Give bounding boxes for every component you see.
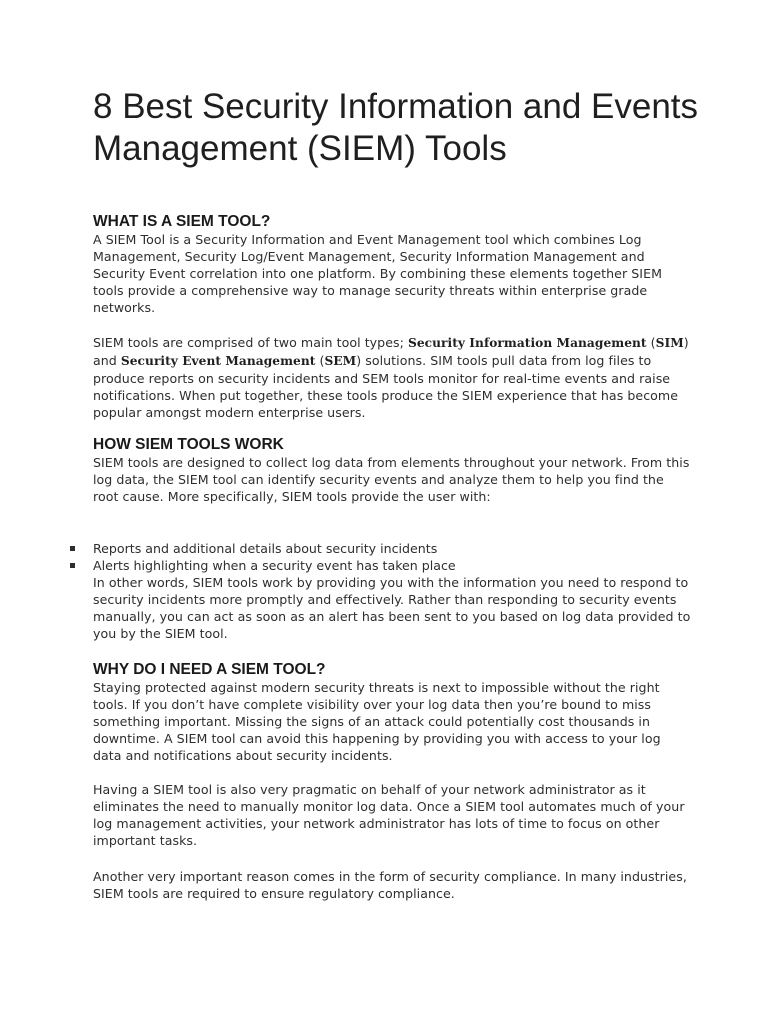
siem-features-list (70, 540, 710, 574)
term-sem: Security Event Management (120, 354, 316, 368)
section-heading-how-work: HOW SIEM TOOLS WORK (93, 436, 284, 453)
what-is-paragraph-1-text: A SIEM Tool is a Security Information and Event Management tool which combines Log Management, Security Log/Event Management, Security Information Management and Security Event correlation into one platform. By combining these elements together SIEM tools provide a comprehensive way to manage security threats within enterprise grade networks. (93, 232, 662, 315)
paren-open-sem: ( (315, 353, 325, 368)
how-work-paragraph-2 (93, 574, 693, 642)
tool-types-connector: ) and (93, 335, 689, 368)
why-need-paragraph-3 (93, 868, 693, 902)
what-is-paragraph-2 (93, 334, 693, 421)
how-work-paragraph-1-text: SIEM tools are designed to collect log data from elements throughout your network. From this log data, the SIEM tool can identify security events and analyze them to help you find the root cause. More specifically, SIEM tools provide the user with: (93, 455, 690, 504)
list-item-text: Reports and additional details about security incidents (93, 541, 438, 556)
abbr-sim: SIM (655, 336, 684, 350)
section-heading-why-need: WHY DO I NEED A SIEM TOOL? (93, 661, 326, 678)
abbr-sem: SEM (324, 354, 357, 368)
why-need-paragraph-3-text: Another very important reason comes in the form of security compliance. In many industries, SIEM tools are required to ensure regulatory compliance. (93, 869, 687, 901)
list-item-text: Alerts highlighting when a security event has taken place (93, 558, 456, 573)
why-need-paragraph-1 (93, 679, 693, 764)
why-need-paragraph-2 (93, 781, 693, 849)
tool-types-intro: SIEM tools are comprised of two main tool types; (93, 335, 408, 350)
term-sim: Security Information Management (408, 336, 647, 350)
list-item (70, 540, 710, 557)
paren-open-sim: ( (646, 335, 656, 350)
why-need-paragraph-2-text: Having a SIEM tool is also very pragmatic on behalf of your network administrator as it eliminates the need to manually monitor log data. Once a SIEM tool automates much of your log management activities, your network administrator has lots of time to focus on other important tasks. (93, 782, 685, 848)
why-need-paragraph-1-text: Staying protected against modern security threats is next to impossible without the right tools. If you don’t have complete visibility over your log data then you’re bound to miss something important. Missing the signs of an attack could potentially cost thousands in downtime. A SIEM tool can avoid this happening by providing you with access to your log data and notifications about security incidents. (93, 680, 661, 763)
section-heading-what-is: WHAT IS A SIEM TOOL? (93, 213, 271, 230)
document-title: 8 Best Security Information and Events Management (SIEM) Tools (93, 87, 699, 168)
how-work-paragraph-2-text: In other words, SIEM tools work by providing you with the information you need to respond to security incidents more promptly and effectively. Rather than responding to security events manually, you can act as soon as an alert has been sent to you based on log data provided to you by the SIEM tool. (93, 575, 691, 641)
what-is-paragraph-2-text (93, 334, 693, 421)
list-item (70, 557, 710, 574)
how-work-paragraph-1 (93, 454, 693, 505)
tool-types-rest: ) solutions. SIM tools pull data from log files to produce reports on security incidents and SEM tools monitor for real-time events and raise notifications. When put together, these tools produce the SIEM experience that has become popular amongst modern enterprise users. (93, 353, 679, 420)
square-bullet-icon (70, 563, 75, 568)
square-bullet-icon (70, 546, 75, 551)
what-is-paragraph-1 (93, 231, 693, 316)
